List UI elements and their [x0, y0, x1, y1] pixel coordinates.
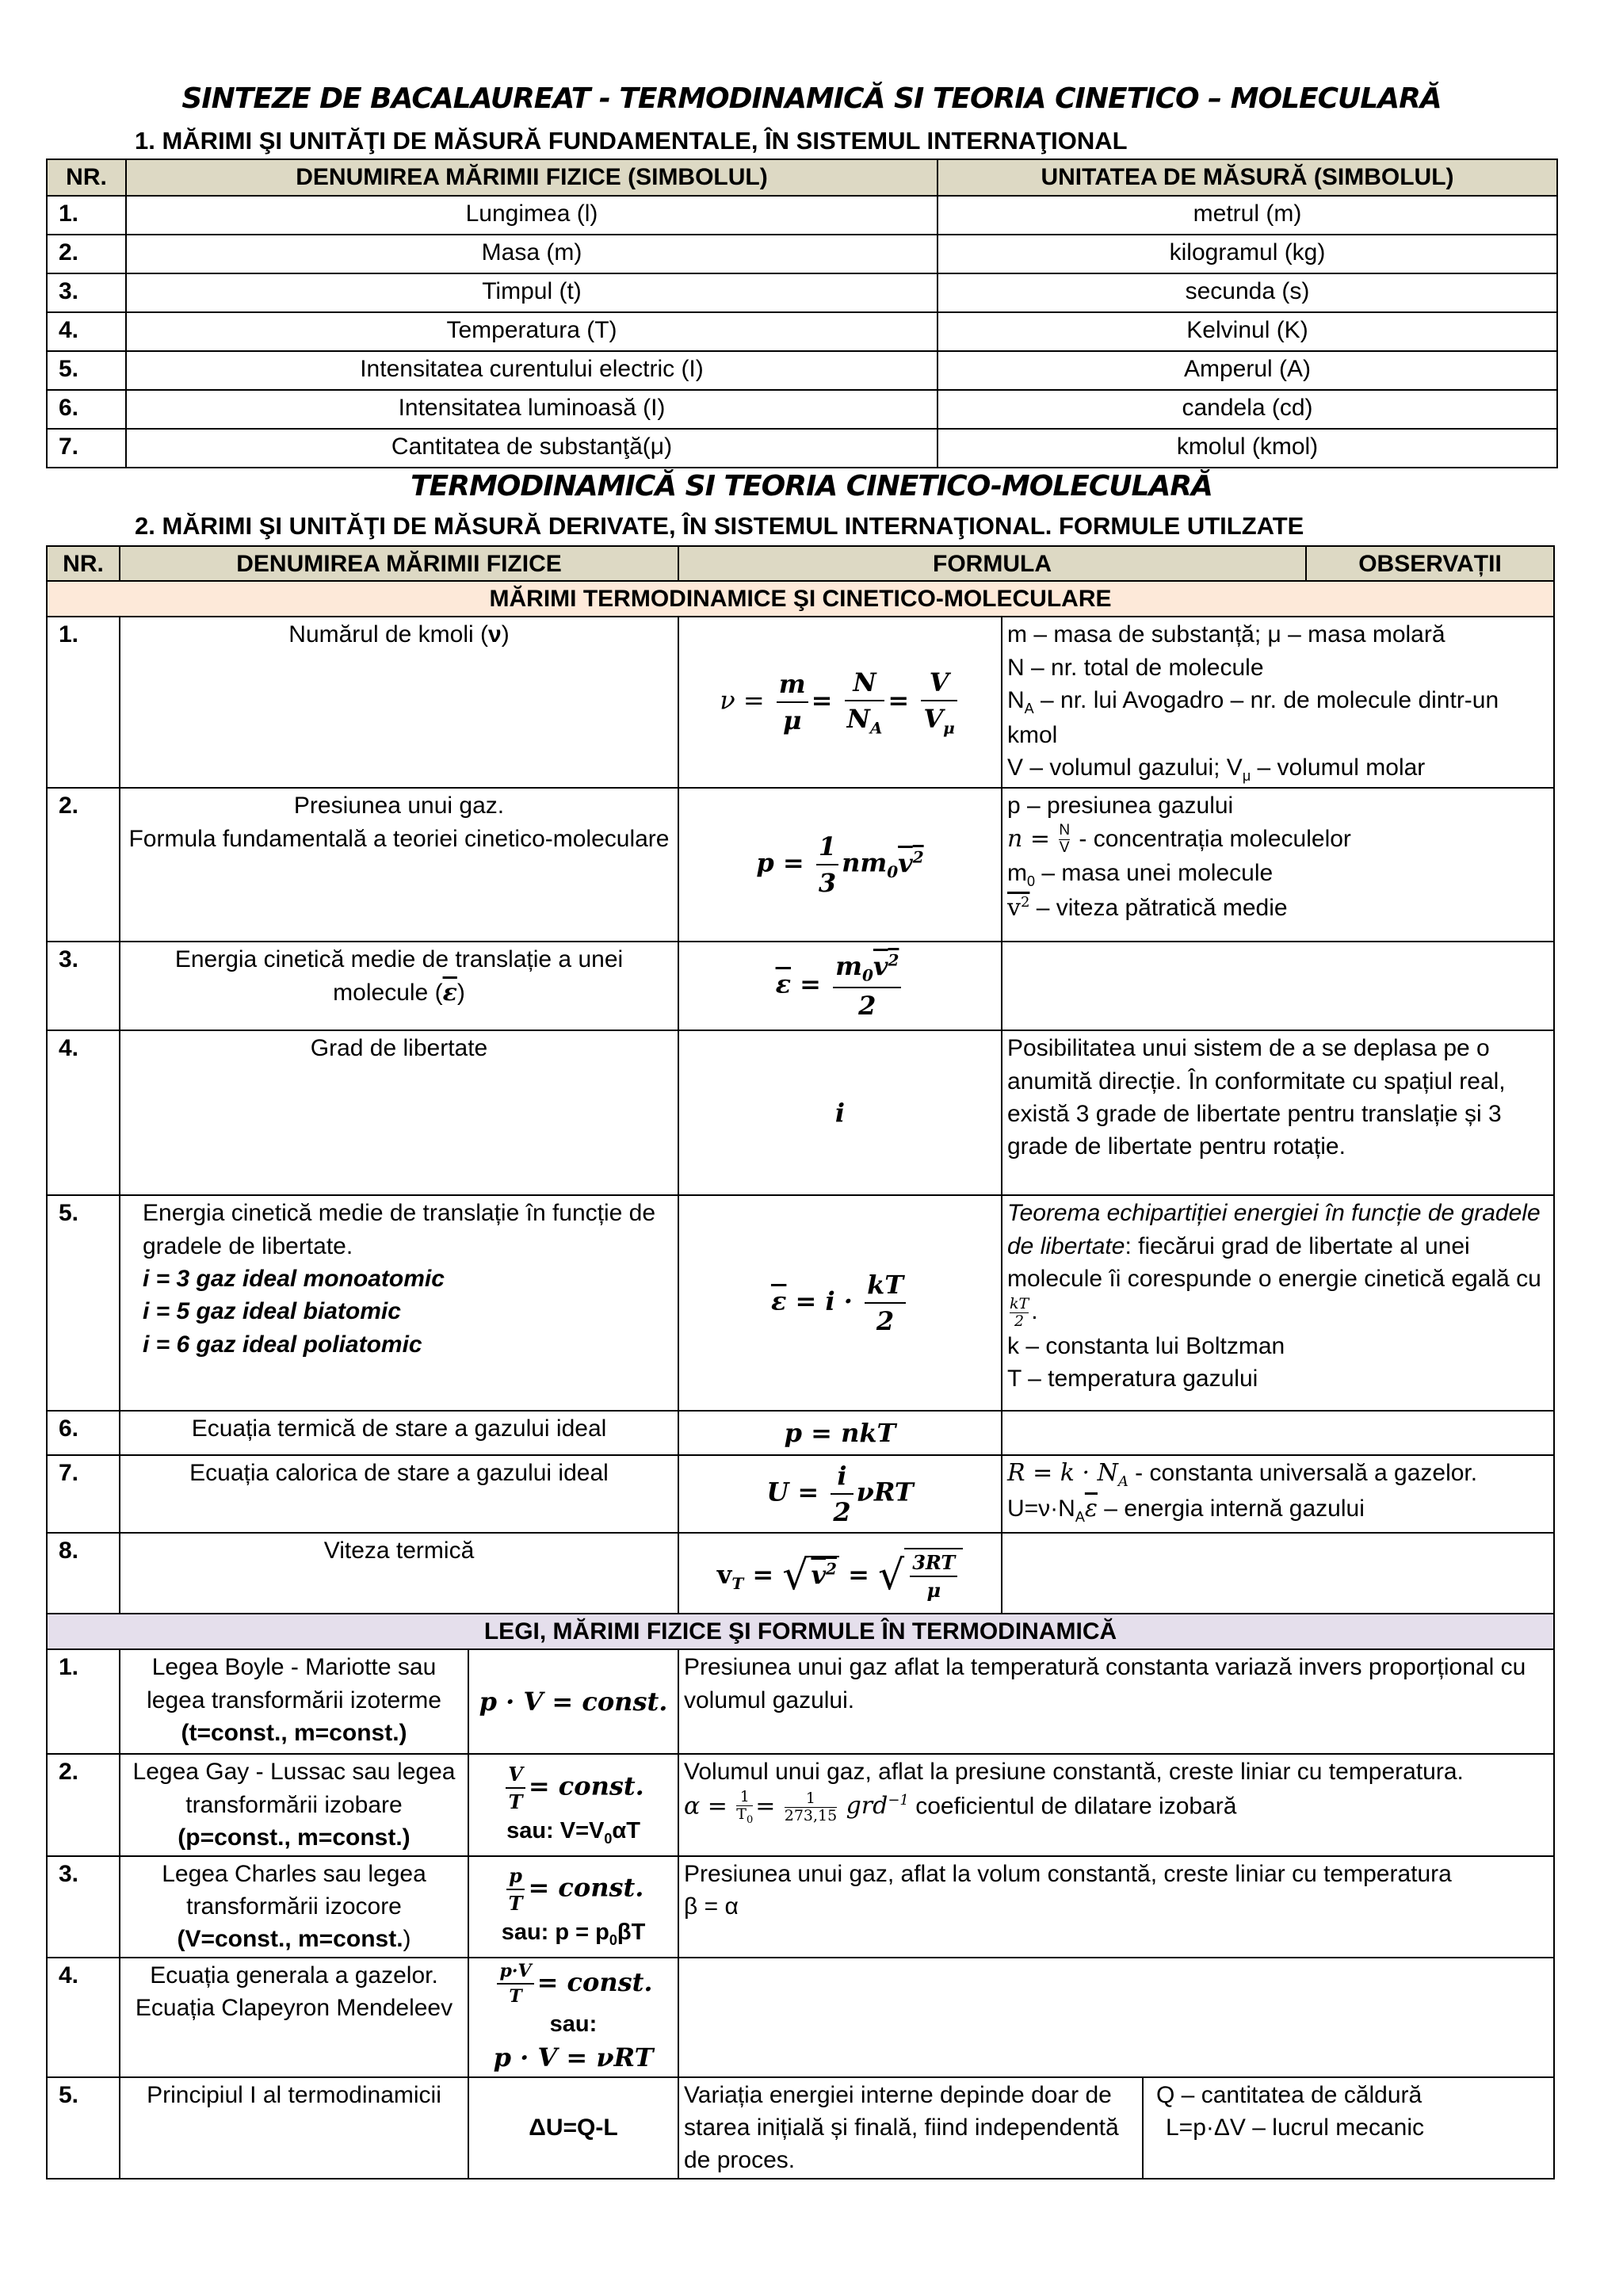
- formula-kmoles: ν = $\frac{m}{\mu}$ = $\frac{N}{N_A}$ = $\frac{V}{V_\mu}$: [678, 617, 1002, 788]
- observations: Variația energiei interne depinde doar de starea inițială și finală, fiind independentă de proces.: [678, 2077, 1143, 2179]
- quantity-name: Numărul de kmoli (ν): [120, 617, 678, 788]
- derived-units-table: [46, 545, 1555, 583]
- page-title: SINTEZE DE BACALAUREAT - TERMODINAMICĂ SI TEORIA CINETICO – MOLECULARĂ: [181, 82, 1442, 115]
- header-formula-label: FORMULA: [933, 551, 1052, 577]
- quantity-name: Energia cinetică medie de translație a unei molecule $(\overline{\varepsilon})$: [120, 942, 678, 1030]
- section-thermodynamic-quantities: MĂRIMI TERMODINAMICE ŞI CINETICO-MOLECULARE: [47, 581, 1554, 617]
- row-nr: 5.: [47, 1195, 120, 1411]
- quantity-name: Presiunea unui gaz. Formula fundamentală a teoriei cinetico-moleculare: [120, 788, 678, 942]
- table-row: [47, 1533, 1554, 1620]
- table-row: [47, 1856, 1554, 1958]
- unit-name: candela (cd): [938, 390, 1557, 429]
- formula-isothermal: p · V = const.: [468, 1649, 678, 1754]
- quantity-name: Ecuația calorica de stare a gazului ideal: [120, 1455, 678, 1533]
- header-name: DENUMIREA MĂRIMII FIZICE (SIMBOLUL): [126, 159, 938, 196]
- formula-isochoric: $\frac{p}{T}$ = const. sau: $p = p_0\beta T$: [468, 1856, 678, 1958]
- table-row: [47, 1958, 1554, 2077]
- formula-equipartition: $\overline{\varepsilon} = i$ · $\frac{kT}{2}$: [678, 1195, 1002, 1411]
- formula-isobaric: $\frac{V}{T}$ = const. sau: $V=V_0\alpha T$: [468, 1754, 678, 1855]
- row-nr: 5.: [47, 351, 126, 390]
- formula-thermal-speed: $v_T = √v^2$ = √ $\frac{3RT}{\mu}$: [678, 1533, 1002, 1620]
- row-nr: 6.: [47, 1411, 120, 1455]
- formula-degrees: i: [678, 1030, 1002, 1195]
- header-observations: OBSERVAȚII: [1306, 546, 1554, 582]
- derived-quantities-table: [46, 580, 1555, 1621]
- observations: p – presiunea gazului n = $\frac{N}{V}$ - concentrația moleculelor $m_0$ – masa unei molecule $v^2$ – viteza pătratică medie: [1002, 788, 1554, 942]
- quantity-name: Viteza termică: [120, 1533, 678, 1620]
- formula-thermal-state: p = nkT: [678, 1411, 1002, 1455]
- table-row: [47, 942, 1554, 1030]
- unit-name: secunda (s): [938, 273, 1557, 312]
- law-name: Legea Gay - Lussac sau legea transformării izobare (p=const., m=const.): [120, 1754, 468, 1855]
- header-unit: UNITATEA DE MĂSURĂ (SIMBOLUL): [938, 159, 1557, 196]
- header-name: DENUMIREA MĂRIMII FIZICE: [120, 546, 678, 582]
- header-nr: NR.: [47, 546, 120, 582]
- table-row: [47, 273, 1557, 312]
- subtitle: TERMODINAMICĂ SI TEORIA CINETICO-MOLECULARĂ: [411, 470, 1212, 502]
- quantity-name: Cantitatea de substanţă(μ): [126, 429, 938, 468]
- table-row: [47, 788, 1554, 942]
- row-nr: 4.: [47, 312, 126, 351]
- formula-caloric-state: U = $\frac{i}{2}$ νRT: [678, 1455, 1002, 1533]
- unit-name: metrul (m): [938, 196, 1557, 235]
- law-name: Legea Charles sau legea transformării izocore (V=const., m=const.): [120, 1856, 468, 1958]
- table-header: [47, 546, 1554, 582]
- table-row: [47, 235, 1557, 273]
- quantity-name: Timpul (t): [126, 273, 938, 312]
- quantity-name: Intensitatea curentului electric (I): [126, 351, 938, 390]
- unit-name: kilogramul (kg): [938, 235, 1557, 273]
- observations: Volumul unui gaz, aflat la presiune constantă, creste liniar cu temperatura. α = $\frac{1}{T_0}$ = $\frac{1}{273,15}$ grd$^{-1}$ coeficientul de dilatare izobară: [678, 1754, 1554, 1855]
- header-nr: NR.: [47, 159, 126, 196]
- laws-table: [46, 1613, 1555, 2179]
- unit-name: Kelvinul (K): [938, 312, 1557, 351]
- table-row: [47, 312, 1557, 351]
- quantity-name: Grad de libertate: [120, 1030, 678, 1195]
- observations: Presiunea unui gaz aflat la temperatură constanta variază invers proporțional cu volumul gazului.: [678, 1649, 1554, 1754]
- row-nr: 5.: [47, 2077, 120, 2179]
- table-row: [47, 390, 1557, 429]
- quantity-name: Masa (m): [126, 235, 938, 273]
- observations: m – masa de substanță; μ – masa molară N – nr. total de molecule $N_A$ – nr. lui Avogadro – nr. de molecule dintr-un kmol V – volumul gazului; $V_\mu$ – volumul molar: [1002, 617, 1554, 788]
- row-nr: 1.: [47, 1649, 120, 1754]
- table-row: [47, 1455, 1554, 1533]
- table-row: [47, 429, 1557, 468]
- quantity-name: Intensitatea luminoasă (I): [126, 390, 938, 429]
- observations: [1002, 1411, 1554, 1455]
- row-nr: 7.: [47, 429, 126, 468]
- row-nr: 8.: [47, 1533, 120, 1620]
- row-nr: 1.: [47, 196, 126, 235]
- table-row: [47, 1411, 1554, 1455]
- law-name: Legea Boyle - Mariotte sau legea transformării izoterme (t=const., m=const.): [120, 1649, 468, 1754]
- table-row: [47, 617, 1554, 788]
- table-row: [47, 1649, 1554, 1754]
- quantity-name: Temperatura (T): [126, 312, 938, 351]
- observations: [1002, 1533, 1554, 1620]
- fundamental-units-table: [46, 159, 1558, 468]
- observations: [1002, 942, 1554, 1030]
- section-laws: LEGI, MĂRIMI FIZICE ŞI FORMULE ÎN TERMODINAMICĂ: [47, 1614, 1554, 1649]
- header-formula: [678, 546, 1306, 582]
- observations: $R = k \cdot N_A$ - constanta universală a gazelor. $U=\nu\cdot N_A\overline{\varepsilon}$ – energia internă gazului: [1002, 1455, 1554, 1533]
- observations: Posibilitatea unui sistem de a se deplasa pe o anumită direcție. În conformitate cu spațiul real, există 3 grade de libertate pentru translație și 3 grade de libertate pentru rotație.: [1002, 1030, 1554, 1195]
- observations-definitions: Q – cantitatea de căldură L=p·ΔV – lucrul mecanic: [1143, 2077, 1554, 2179]
- formula-pressure: p = $\frac{1}{3}$ $nm_0v^2$: [678, 788, 1002, 942]
- unit-name: kmolul (kmol): [938, 429, 1557, 468]
- formula-clapeyron: $\frac{p\cdot V}{T}$ = const. sau: p · V = νRT: [468, 1958, 678, 2077]
- formula-kinetic-energy: $\overline{\varepsilon}$ = $\frac{m_0v^2}{2}$: [678, 942, 1002, 1030]
- row-nr: 2.: [47, 788, 120, 942]
- row-nr: 3.: [47, 273, 126, 312]
- law-name: Principiul I al termodinamicii: [120, 2077, 468, 2179]
- row-nr: 1.: [47, 617, 120, 788]
- section-2-heading: 2. MĂRIMI ŞI UNITĂŢI DE MĂSURĂ DERIVATE, ÎN SISTEMUL INTERNAŢIONAL. FORMULE UTILZATE: [135, 512, 1304, 540]
- observations: Teorema echipartiției energiei în funcție de gradele de libertate: fiecărui grad de libertate al unei molecule îi corespunde o energie cinetică egală cu $\frac{kT}{2}$ . k – constanta lui Boltzman T – temperatura gazului: [1002, 1195, 1554, 1411]
- quantity-name: Energia cinetică medie de translație în funcție de gradele de libertate. i = 3 gaz ideal monoatomic i = 5 gaz ideal biatomic i = 6 gaz ideal poliatomic: [120, 1195, 678, 1411]
- row-nr: 2.: [47, 235, 126, 273]
- table-row: [47, 1754, 1554, 1855]
- row-nr: 4.: [47, 1030, 120, 1195]
- row-nr: 7.: [47, 1455, 120, 1533]
- law-name: Ecuația generala a gazelor. Ecuația Clapeyron Mendeleev: [120, 1958, 468, 2077]
- table-row: [47, 1030, 1554, 1195]
- table-row: [47, 196, 1557, 235]
- row-nr: 6.: [47, 390, 126, 429]
- row-nr: 4.: [47, 1958, 120, 2077]
- quantity-name: Ecuația termică de stare a gazului ideal: [120, 1411, 678, 1455]
- row-nr: 2.: [47, 1754, 120, 1855]
- observations: [678, 1958, 1554, 2077]
- table-row: [47, 2077, 1554, 2179]
- row-nr: 3.: [47, 1856, 120, 1958]
- table-header: [47, 159, 1557, 196]
- table-row: [47, 1195, 1554, 1411]
- formula-first-principle: ΔU=Q-L: [468, 2077, 678, 2179]
- row-nr: 3.: [47, 942, 120, 1030]
- section-1-heading: 1. MĂRIMI ŞI UNITĂŢI DE MĂSURĂ FUNDAMENTALE, ÎN SISTEMUL INTERNAŢIONAL: [135, 127, 1128, 155]
- table-row: [47, 351, 1557, 390]
- quantity-name: Lungimea (l): [126, 196, 938, 235]
- observations: Presiunea unui gaz, aflat la volum constantă, creste liniar cu temperatura β = α: [678, 1856, 1554, 1958]
- unit-name: Amperul (A): [938, 351, 1557, 390]
